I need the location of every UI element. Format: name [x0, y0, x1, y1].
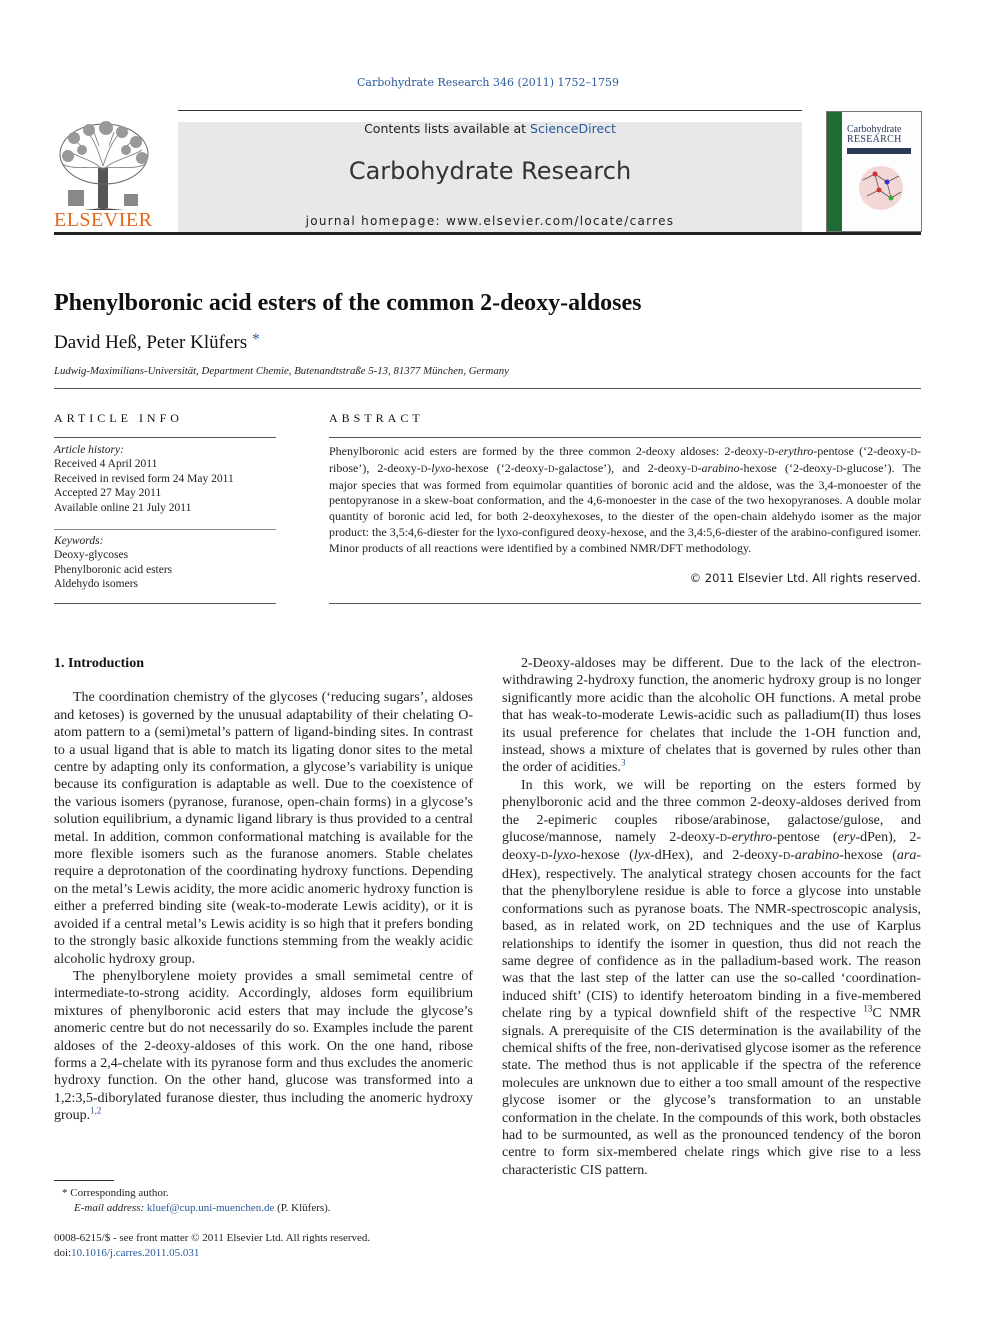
- header-bottom-rule: [54, 232, 921, 235]
- paragraph: In this work, we will be reporting on the esters formed by phenylboronic acid and the three common 2-deoxy-aldoses derived from the 2-epimeric couples ribose/arabinose, galactose/gulose, and glucose/mannose, namely 2-deoxy-D-erythro-pentose (ery-dPen), 2-deoxy-D-lyxo-hexose (lyx-dHex), and 2-deoxy-D-arabino-hexose (ara-dHex), respectively. The analytical strategy chosen accounts for the fact that the phenylborylene residue is able to force a glycose into unstable conformations such as pyranose boats. The NMR-spectroscopic analysis, based, as in related work, on 2D techniques and the use of Karplus relationships to identify the isomer in question, thus did not reach the same degree of confidence as in the palladium-based work. The reason was that the last step of the latter can use the so-called ‘coordination-induced shift’ (CIS) to identify heteroatom binding in a five-membered chelate ring by a typical downfield shift of the respective $^{13}$C NMR signals. A prerequisite of the CIS determination is the availability of the chemical shifts of the free, non-derivatised glycose isomer as the reference state. The method thus is not applicable if the spectra of the reference molecules are unknown due to either a too small amount of the respective glycose isomer or the glycose’s transformation to an unstable conformation in the chelate. In the compounds of this work, both obstacles had to be surmounted, as well as the pronounced tendency of the boron centre to form six-membered chelate rings which give rise to a less characteristic CIS pattern.: [502, 777, 922, 1178]
- title-bottom-rule: [54, 388, 921, 389]
- elsevier-logo-text: ELSEVIER: [54, 209, 153, 231]
- paragraph: 2-Deoxy-aldoses may be different. Due to the lack of the electron-withdrawing 2-hydroxy function, the anomeric hydroxy group is no longer significantly more acidic than the alcoholic OH functions. A metal probe that has weak-to-moderate Lewis-acidic such as palladium(II) thus loses its usual preference for chelates that include the 1-OH function and, instead, shows a mixture of chelates that is governed by rules other than the order of acidities.$^3$: [502, 656, 921, 776]
- email-label: E-mail address:: [74, 1202, 147, 1214]
- abstract-text: Phenylboronic acid esters are formed by the three common 2-deoxy aldoses: 2-deoxy-D-erythro-pentose (‘2-deoxy-D-ribose’), 2-deoxy-D-lyxo-hexose (‘2-deoxy-D-galactose’), and 2-deoxy-D-arabino-hexose (‘2-deoxy-D-glucose’). The major species that was formed from equimolar quantities of boronic acid and the aldose, was the 3,4-monoester of the pentopyranose in a skew-boat conformation, and the 4,6-monoester in the case of the two hexopyranoses. A double molar quantity of boronic acid led, for both 2-deoxyhexoses, to the diester of the open-chain aldehydo isomer as the major product: the 3,5:4,6-diester for the lyxo-configured deoxy-hexose, and the 3,4:5,6-diester of the arabino-configured isomer. Minor products of all reactions were identified by a combined NMR/DFT methodology.: [329, 444, 921, 555]
- section-heading-introduction: 1. Introduction: [54, 656, 144, 671]
- article-info-heading: ARTICLE INFO: [54, 411, 183, 425]
- history-label: Article history:: [54, 444, 124, 456]
- keywords-label: Keywords:: [54, 535, 104, 547]
- author-names: David Heß, Peter Klüfers: [54, 332, 248, 353]
- keywords-block: [54, 534, 276, 592]
- abstract-bottom-rule: [329, 603, 921, 604]
- corresponding-author-note: * Corresponding author.: [62, 1187, 169, 1199]
- paragraph: The phenylborylene moiety provides a small semimetal centre of intermediate-to-strong acidity. Accordingly, aldoses form equilibrium mixtures of phenylboronic acid esters that may include the glycose’s anomeric centre but do not necessarily do so. Examples include the parent aldoses of the 2-deoxy-aldoses of this work. On the one hand, ribose forms a 2,4-chelate with its pyranose form and thus excludes the anomeric hydroxy function. On the other hand, glucose was transformed into a 1,2:3,5-diborylated furanose diester, thus including the anomeric hydroxy group.$^{1,2}$: [54, 968, 473, 1124]
- body-column-left: [54, 655, 473, 1125]
- cover-title-line1: Carbohydrate: [847, 124, 902, 135]
- corresponding-author-mark[interactable]: *: [251, 331, 260, 348]
- article-info-bottom-rule: [54, 603, 276, 604]
- doi-link[interactable]: 10.1016/j.carres.2011.05.031: [71, 1246, 200, 1259]
- history-revised: Received in revised form 24 May 2011: [54, 472, 234, 485]
- body-column-right: [502, 655, 921, 1179]
- history-accepted: Accepted 27 May 2011: [54, 487, 162, 500]
- contents-prefix: Contents lists available at: [364, 121, 531, 136]
- paragraph: The coordination chemistry of the glycoses (‘reducing sugars’, aldoses and ketoses) is governed by the unusual adaptability of their chelating O-atom pattern to a (semi)metal’s pattern of ligand-binding sites. In contrast to a usual ligand that is able to match its ligating donor sites to the metal centre by adapting only its conformation, a glycose’s variability is unique because its configuration is adaptable as well. Due to the coexistence of the various isomers (pyranose, furanose, open-chain forms) in a glycose’s solution equilibrium, a dynamic ligand library is thus provided to a central metal. In addition, common conformational matching is available for the more flexible isomers such as the furanose anomers. Stable chelates require a deprotonation of the coordinating hydroxy functions. Depending on the metal’s Lewis acidity, the more acidic anomeric hydroxy function is either a preferred binding site (weak-to-moderate Lewis acidity), or it is avoided if a central metal’s Lewis acidity is so high that it prefers bonding to the strongly basic alkoxide functions stemming from the weakly acidic alcoholic hydroxy group.: [54, 690, 473, 967]
- cover-stripe: [827, 112, 842, 231]
- journal-homepage[interactable]: journal homepage: www.elsevier.com/locate/carres: [305, 214, 675, 228]
- email-line: [54, 1201, 331, 1216]
- keyword-item: Aldehydo isomers: [54, 578, 139, 591]
- elsevier-tree-logo: [54, 120, 154, 212]
- issn-doi-block: [54, 1231, 370, 1260]
- article-info-rule: [54, 437, 276, 438]
- history-received: Received 4 April 2011: [54, 458, 158, 471]
- doi-label: doi:: [54, 1246, 72, 1259]
- abstract-top-rule: [329, 437, 921, 438]
- sciencedirect-link[interactable]: ScienceDirect: [530, 121, 616, 136]
- journal-citation[interactable]: Carbohydrate Research 346 (2011) 1752–1759: [356, 76, 620, 89]
- keywords-rule: [54, 529, 276, 530]
- article-history: [54, 443, 276, 515]
- cover-molecule-image: [849, 160, 913, 216]
- email-link[interactable]: kluef@cup.uni-muenchen.de: [146, 1202, 275, 1214]
- keyword-item: Phenylboronic acid esters: [54, 563, 173, 576]
- footnote-rule: [54, 1180, 114, 1181]
- cover-title-line2: RESEARCH: [847, 134, 902, 145]
- keyword-item: Deoxy-glycoses: [54, 549, 129, 562]
- doi-line: [54, 1246, 370, 1261]
- footnote: [54, 1186, 331, 1216]
- author-affiliation: Ludwig-Maximilians-Universität, Department Chemie, Butenandtstraße 5-13, 81377 München, Germany: [54, 365, 509, 377]
- header-top-rule: [178, 110, 802, 111]
- abstract-heading: ABSTRACT: [329, 411, 424, 425]
- issn-line: 0008-6215/$ - see front matter © 2011 Elsevier Ltd. All rights reserved.: [54, 1232, 371, 1244]
- email-suffix: (P. Klüfers).: [274, 1202, 331, 1214]
- cover-band: [847, 148, 911, 154]
- contents-available-line: [178, 121, 802, 136]
- abstract-copyright: © 2011 Elsevier Ltd. All rights reserved.: [689, 571, 921, 585]
- journal-title: Carbohydrate Research: [348, 157, 632, 185]
- journal-cover-thumbnail[interactable]: [826, 111, 922, 232]
- article-authors: [54, 331, 260, 354]
- article-title: Phenylboronic acid esters of the common 2-deoxy-aldoses: [54, 290, 642, 316]
- history-online: Available online 21 July 2011: [54, 501, 192, 514]
